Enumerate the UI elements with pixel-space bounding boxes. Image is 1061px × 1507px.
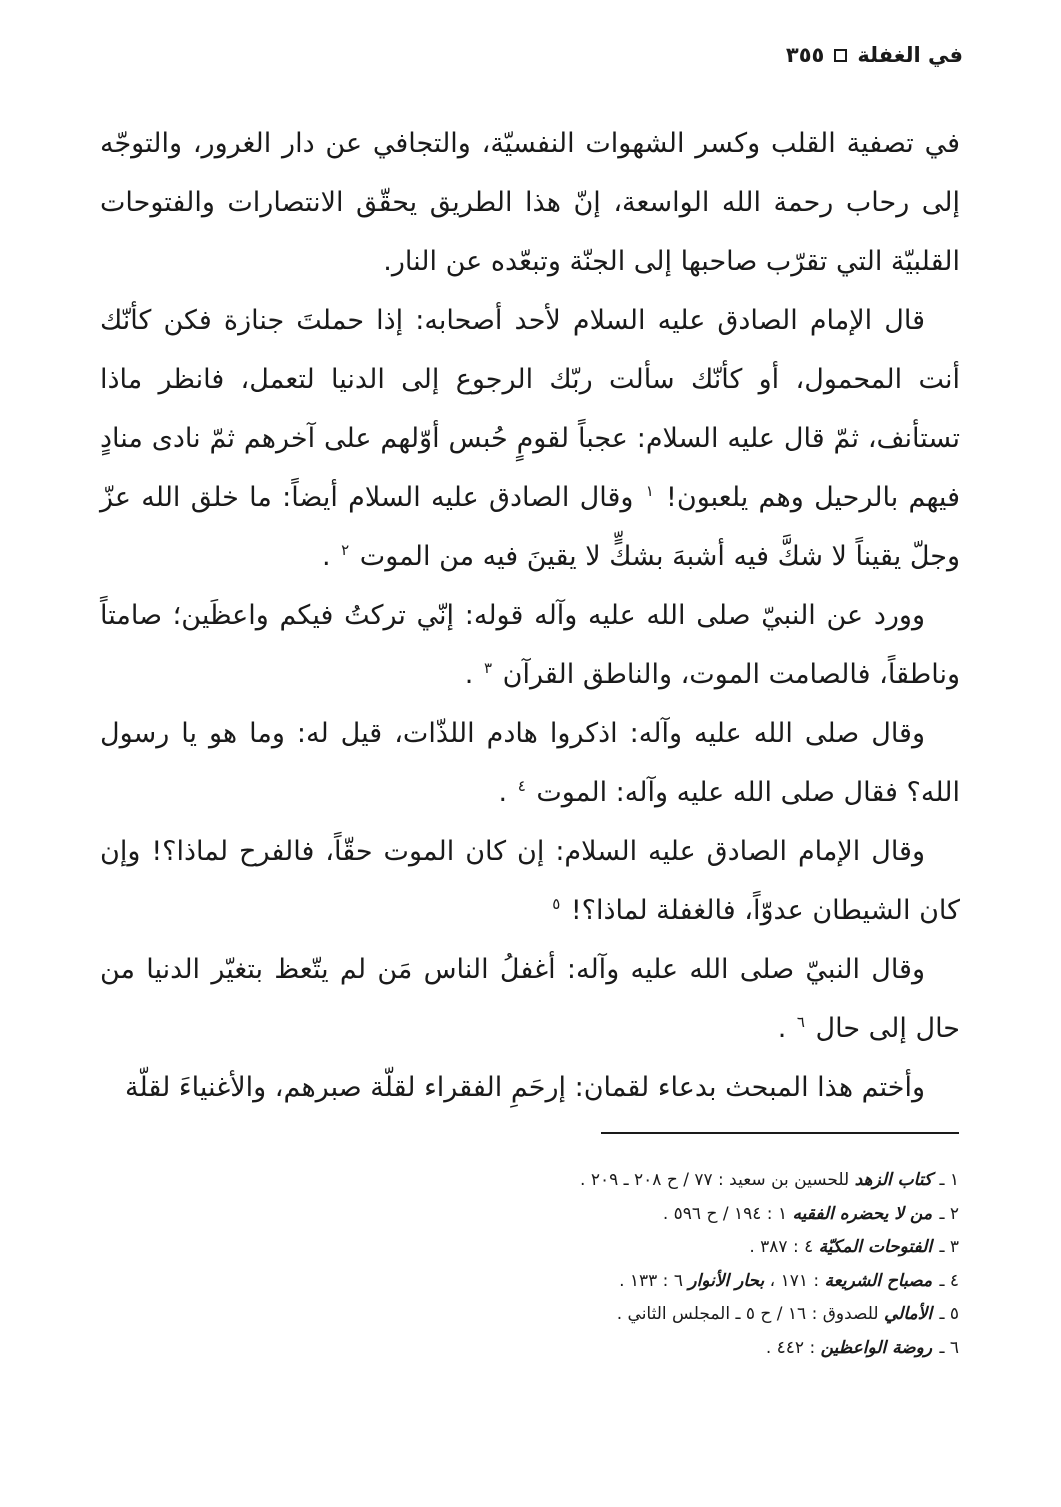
footnote-citation: ١ : ١٩٤ / ح ٥٩٦ . — [662, 1203, 788, 1224]
footnote-ref: ٦ — [796, 1013, 805, 1031]
footnote-ref: ١ — [645, 482, 654, 500]
footnote-source-title: بحار الأنوار — [688, 1270, 765, 1291]
footnote-ref: ٢ — [341, 541, 350, 559]
footnote-number: ٤ ـ — [939, 1270, 959, 1291]
footnote-item — [339, 1198, 959, 1232]
sentence-end: . — [464, 659, 474, 690]
header-square-icon — [834, 49, 847, 62]
footnote-citation: : ١٧١ ، — [769, 1270, 820, 1291]
footnote-item — [339, 1164, 959, 1198]
paragraph-text: قال الإمام الصادق عليه السلام لأحد أصحابه: إذا حملتَ جنازة فكن كأنّك أنت المحمول، أو كأنّك سألت ربّك الرجوع إلى الدنيا لتعمل، فانظر ماذا تستأنف، ثمّ قال عليه السلام: عجباً لقومٍ حُبس أوّلهم على آخرهم ثمّ نادى منادٍ فيهم بالرحيل وهم يلعبون! — [100, 305, 960, 513]
footnote-item — [339, 1332, 959, 1366]
paragraph-text: في تصفية القلب وكسر الشهوات النفسيّة، والتجافي عن دار الغرور، والتوجّه إلى رحاب رحمة الله الواسعة، إنّ هذا الطريق يحقّق الانتصارات والفتوحات القلبيّة التي تقرّب صاحبها إلى الجنّة وتبعّده عن النار. — [100, 128, 960, 277]
footnote-number: ٥ ـ — [939, 1304, 959, 1324]
paragraph — [100, 704, 960, 822]
footnote-source-title: الأمالي — [884, 1304, 933, 1324]
footnote-citation: ٤ : ٣٨٧ . — [749, 1237, 814, 1257]
sentence-end: . — [777, 1013, 787, 1044]
paragraph-text: وقال النبيّ صلى الله عليه وآله: أغفلُ الناس مَن لم يتّعظ بتغيّر الدنيا من حال إلى حال — [100, 954, 960, 1044]
paragraph-text: وقال صلى الله عليه وآله: اذكروا هادم اللذّات، قيل له: وما هو يا رسول الله؟ فقال صلى الله عليه وآله: الموت — [100, 718, 960, 808]
chapter-title: في الغفلة — [857, 43, 963, 67]
footnote-number: ٦ ـ — [939, 1337, 959, 1358]
footnote-ref: ٥ — [552, 895, 561, 913]
footnote-number: ١ ـ — [939, 1170, 959, 1190]
paragraph-text: وقال الإمام الصادق عليه السلام: إن كان الموت حقّاً، فالفرح لماذا؟! وإن كان الشيطان عدوّاً، فالغفلة لماذا؟! — [100, 836, 960, 926]
footnote-ref: ٣ — [483, 659, 493, 677]
footnote-item — [339, 1231, 959, 1265]
footnote-source-title: كتاب الزهد — [854, 1170, 933, 1190]
paragraph — [100, 114, 960, 291]
footnote-citation: للصدوق : ١٦ / ح ٥ ـ المجلس الثاني . — [616, 1304, 879, 1324]
footnote-number: ٢ ـ — [939, 1203, 959, 1224]
footnote-item — [339, 1298, 959, 1332]
running-header — [786, 40, 963, 70]
footnote-source-title: من لا يحضره الفقيه — [792, 1203, 933, 1224]
footnote-separator — [601, 1132, 959, 1134]
main-text — [100, 114, 960, 1117]
footnote-citation: للحسين بن سعيد : ٧٧ / ح ٢٠٨ ـ ٢٠٩ . — [580, 1170, 850, 1190]
paragraph-text: وقال الصادق عليه السلام أيضاً: ما خلق الله عزّ وجلّ يقيناً لا شكَّ فيه أشبهَ بشكٍّ لا يقينَ فيه من الموت — [100, 482, 960, 572]
footnote-source-title: روضة الواعظين — [820, 1337, 933, 1358]
footnote-number: ٣ ـ — [939, 1237, 959, 1257]
footnote-source-title: الفتوحات المكيّة — [818, 1237, 933, 1257]
page-number: ٣٥٥ — [785, 43, 825, 67]
paragraph — [100, 586, 960, 704]
footnote-ref: ٤ — [517, 777, 526, 795]
paragraph-text: وورد عن النبيّ صلى الله عليه وآله قوله: إنّي تركتُ فيكم واعظَين؛ صامتاً وناطقاً، فالصامت الموت، والناطق القرآن — [100, 600, 960, 690]
paragraph — [100, 291, 960, 586]
paragraph — [100, 1058, 960, 1117]
paragraph-text: وأختم هذا المبحث بدعاء لقمان: إرحَمِ الفقراء لقلّة صبرهم، والأغنياءَ لقلّة — [125, 1072, 925, 1103]
footnote-citation: : ٤٤٢ . — [765, 1337, 816, 1358]
footnote-item — [339, 1265, 959, 1299]
footnote-source-title: مصباح الشريعة — [824, 1270, 933, 1291]
sentence-end: . — [498, 777, 508, 808]
footnote-citation: ٦ : ١٣٣ . — [619, 1270, 683, 1291]
footnotes — [339, 1164, 959, 1365]
paragraph — [100, 940, 960, 1058]
paragraph — [100, 822, 960, 940]
sentence-end: . — [321, 541, 331, 572]
